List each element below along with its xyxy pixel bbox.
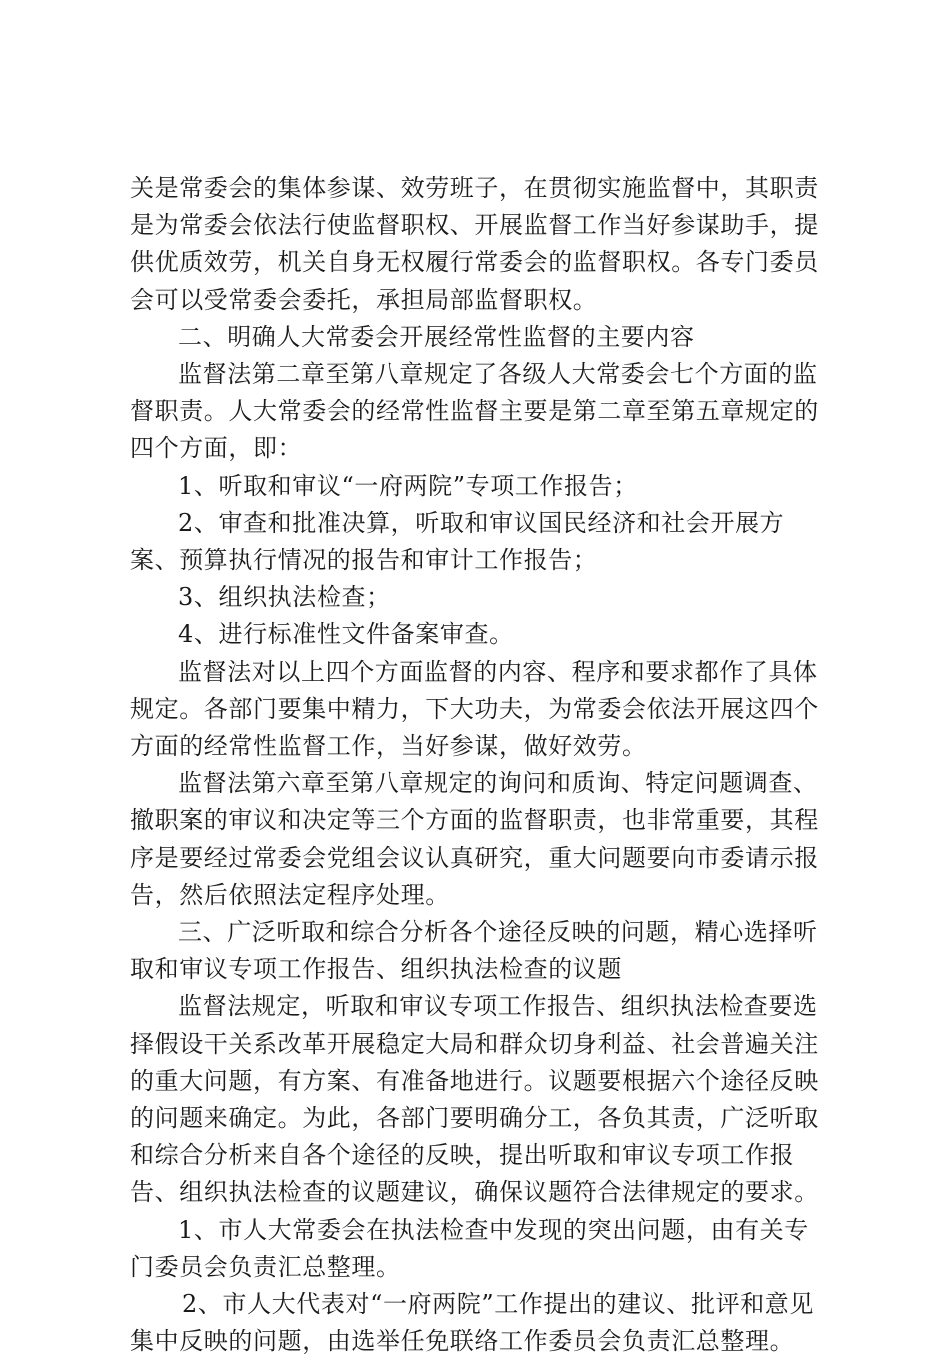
list-item: 2、审查和批准决算，听取和审议国民经济和社会开展方案、预算执行情况的报告和审计工作报告； bbox=[130, 508, 785, 575]
list-item: 4、进行标准性文件备案审查。 bbox=[178, 620, 514, 649]
section-heading-3: 三、广泛听取和综合分析各个途径反映的问题，精心选择听取和审议专项工作报告、组织执法检查的议题 bbox=[130, 918, 818, 984]
list-item: 1、听取和审议“一府两院”专项工作报告； bbox=[178, 471, 638, 500]
paragraph: 监督法对以上四个方面监督的内容、程序和要求都作了具体规定。各部门要集中精力，下大功夫，为常委会依法开展这四个方面的经常性监督工作，当好参谋，做好效劳。 bbox=[130, 657, 819, 761]
paragraph: 监督法规定，听取和审议专项工作报告、组织执法检查要选择假设干关系改革开展稳定大局和群众切身利益、社会普遍关注的重大问题，有方案、有准备地进行。议题要根据六个途径反映的问题来确定。为此，各部门要明确分工，各负其责，广泛听取和综合分析来自各个途径的反映，提出听取和审议专项工作报告、组织执法检查的议题建议，确保议题符合法律规定的要求。 bbox=[130, 992, 819, 1207]
document-body bbox=[130, 170, 830, 1361]
paragraph: 监督法第六章至第八章规定的询问和质询、特定问题调查、撤职案的审议和决定等三个方面的监督职责，也非常重要，其程序是要经过常委会党组会议认真研究，重大问题要向市委请示报告，然后依照法定程序处理。 bbox=[130, 769, 819, 909]
list-item: 1、市人大常委会在执法检查中发现的突出问题，由有关专门委员会负责汇总整理。 bbox=[130, 1215, 809, 1281]
paragraph-continuation: 关是常委会的集体参谋、效劳班子，在贯彻实施监督中，其职责是为常委会依法行使监督职权、开展监督工作当好参谋助手，提供优质效劳，机关自身无权履行常委会的监督职权。各专门委员会可以受常委会委托，承担局部监督职权。 bbox=[130, 174, 819, 314]
list-item: 2、市人大代表对“一府两院”工作提出的建议、批评和意见集中反映的问题，由选举任免联络工作委员会负责汇总整理。 bbox=[130, 1290, 815, 1356]
list-item: 3、组织执法检查； bbox=[178, 583, 391, 612]
paragraph: 监督法第二章至第八章规定了各级人大常委会七个方面的监督职责。人大常委会的经常性监督主要是第二章至第五章规定的四个方面，即： bbox=[130, 360, 819, 463]
section-heading-2: 二、明确人大常委会开展经常性监督的主要内容 bbox=[178, 322, 695, 351]
